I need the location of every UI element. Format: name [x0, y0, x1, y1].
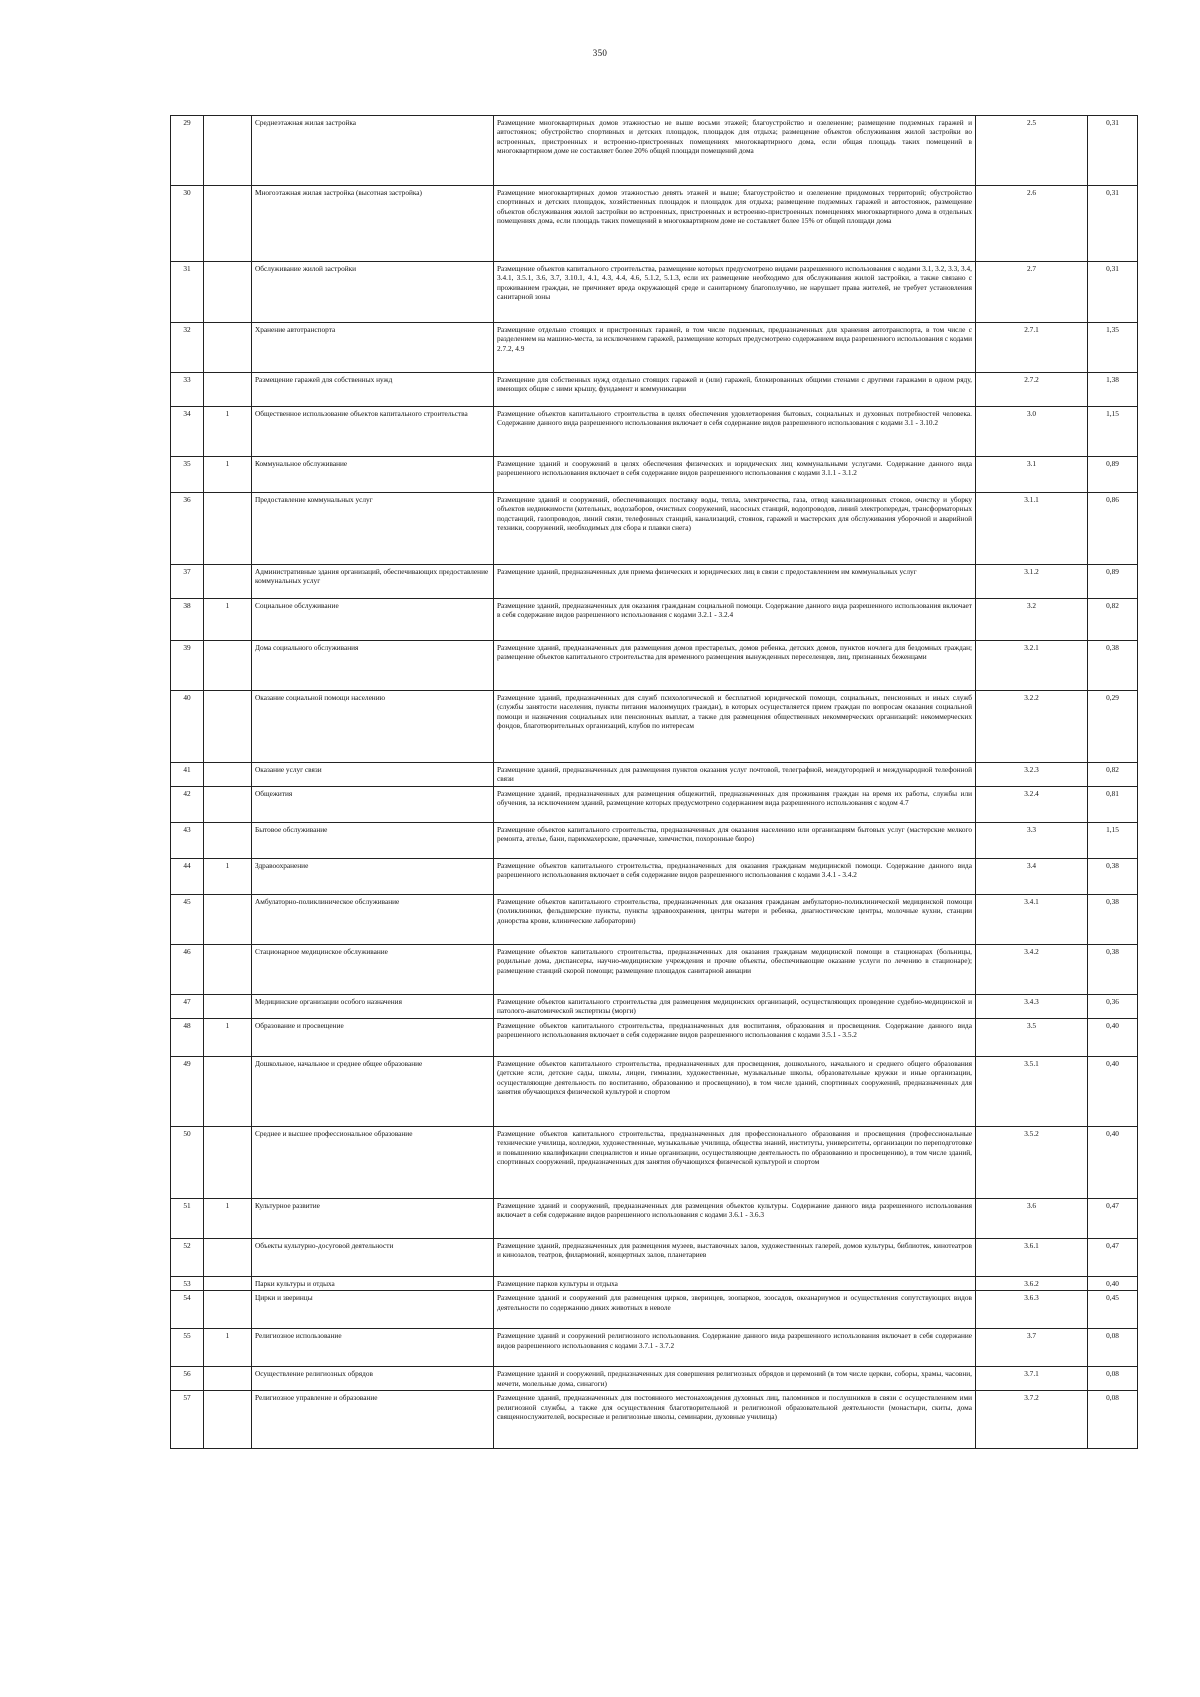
land-use-description: Размещение зданий и сооружений, обеспечивающих поставку воды, тепла, электричества, газа, отвод канализационных стоков, очистку и уборку объектов недвижимости (котельных, водозаборов, очистных сооружений, насосных станций, водопроводов, линий электропередач, трансформаторных подстанций, газопроводов, линий связи, телефонных станций, канализаций, стоянок, гаражей и мастерских для обслуживания уборочной и аварийной техники, сооружений, необходимых для сбора и плавки снега): [494, 493, 976, 565]
table-row: [171, 763, 1138, 787]
row-number: 34: [171, 407, 204, 457]
row-level: [204, 1239, 252, 1277]
coefficient: 0,31: [1088, 116, 1138, 186]
coefficient: 0,40: [1088, 1277, 1138, 1291]
land-use-description: Размещение зданий, предназначенных для постоянного местонахождения духовных лиц, паломников и послушников в связи с осуществлением ими религиозной службы, а также для осуществления благотворительной и религиозной образовательной деятельности (монастыри, скиты, дома священнослужителей, воскресные и религиозные школы, семинарии, духовные училища): [494, 1391, 976, 1449]
row-number: 30: [171, 186, 204, 262]
row-level: 1: [204, 457, 252, 493]
land-use-code: 3.4.1: [976, 895, 1088, 945]
row-number: 42: [171, 787, 204, 823]
land-use-name: Общественное использование объектов капитального строительства: [252, 407, 494, 457]
table-row: [171, 691, 1138, 763]
coefficient: 0,29: [1088, 691, 1138, 763]
land-use-code: 2.6: [976, 186, 1088, 262]
land-use-code: 3.1.2: [976, 565, 1088, 599]
row-level: [204, 1057, 252, 1127]
row-number: 35: [171, 457, 204, 493]
land-use-code: 3.7: [976, 1329, 1088, 1367]
table-row: [171, 373, 1138, 407]
coefficient: 0,81: [1088, 787, 1138, 823]
land-use-name: Обслуживание жилой застройки: [252, 262, 494, 323]
table-row: [171, 186, 1138, 262]
row-number: 51: [171, 1199, 204, 1239]
land-use-name: Оказание социальной помощи населению: [252, 691, 494, 763]
land-use-description: Размещение объектов капитального строительства, предназначенных для оказания гражданам амбулаторно-поликлинической медицинской помощи (поликлиники, фельдшерские пункты, пункты здравоохранения, центры матери и ребенка, диагностические центры, молочные кухни, станции донорства крови, клинические лаборатории): [494, 895, 976, 945]
coefficient: 0,82: [1088, 763, 1138, 787]
row-number: 56: [171, 1367, 204, 1391]
coefficient: 0,36: [1088, 995, 1138, 1019]
row-number: 44: [171, 859, 204, 895]
table-row: [171, 787, 1138, 823]
land-use-name: Административные здания организаций, обеспечивающих предоставление коммунальных услуг: [252, 565, 494, 599]
coefficient: 1,38: [1088, 373, 1138, 407]
row-level: [204, 186, 252, 262]
table-row: [171, 1239, 1138, 1277]
land-use-description: Размещение объектов капитального строительства, размещение которых предусмотрено видами разрешенного использования с кодами 3.1, 3.2, 3.3, 3.4, 3.4.1, 3.5.1, 3.6, 3.7, 3.10.1, 4.1, 4.3, 4.4, 4.6, 5.1.2, 5.1.3, если их размещение необходимо для обслуживания жилой застройки, а также связано с проживанием граждан, не причиняет вреда окружающей среде и санитарному благополучию, не нарушает права жителей, не требует установления санитарной зоны: [494, 262, 976, 323]
land-use-code: 3.4.2: [976, 945, 1088, 995]
land-use-description: Размещение отдельно стоящих и пристроенных гаражей, в том числе подземных, предназначенных для хранения автотранспорта, в том числе с разделением на машино-места, за исключением гаражей, размещение которых предусмотрено содержанием вида разрешенного использования с кодами 2.7.2, 4.9: [494, 323, 976, 373]
land-use-name: Парки культуры и отдыха: [252, 1277, 494, 1291]
land-use-description: Размещение зданий и сооружений, предназначенных для размещения объектов культуры. Содержание данного вида разрешенного использования включает в себя содержание видов разрешенного использования с кодами 3.6.1 - 3.6.3: [494, 1199, 976, 1239]
table-row: [171, 1291, 1138, 1329]
coefficient: 0,47: [1088, 1199, 1138, 1239]
land-use-name: Здравоохранение: [252, 859, 494, 895]
land-use-description: Размещение для собственных нужд отдельно стоящих гаражей и (или) гаражей, блокированных общими стенами с другими гаражами в одном ряду, имеющих общие с ними крышу, фундамент и коммуникации: [494, 373, 976, 407]
row-level: [204, 691, 252, 763]
row-level: [204, 116, 252, 186]
table-body: [171, 116, 1138, 1449]
row-level: [204, 895, 252, 945]
coefficient: 0,86: [1088, 493, 1138, 565]
coefficient: 0,08: [1088, 1329, 1138, 1367]
table-row: [171, 493, 1138, 565]
coefficient: 0,47: [1088, 1239, 1138, 1277]
coefficient: 0,82: [1088, 599, 1138, 641]
row-number: 39: [171, 641, 204, 691]
land-use-name: Цирки и зверинцы: [252, 1291, 494, 1329]
row-number: 53: [171, 1277, 204, 1291]
row-level: 1: [204, 859, 252, 895]
coefficient: 1,15: [1088, 407, 1138, 457]
table-row: [171, 1019, 1138, 1057]
land-use-name: Объекты культурно-досуговой деятельности: [252, 1239, 494, 1277]
row-number: 33: [171, 373, 204, 407]
land-use-code: 3.6: [976, 1199, 1088, 1239]
row-level: [204, 823, 252, 859]
table-row: [171, 116, 1138, 186]
row-number: 46: [171, 945, 204, 995]
land-use-description: Размещение многоквартирных домов этажностью девять этажей и выше; благоустройство и озеленение придомовых территорий; обустройство спортивных и детских площадок, хозяйственных площадок и площадок для отдыха; размещение подземных гаражей и автостоянок, размещение объектов обслуживания жилой застройки во встроенных, пристроенных и встроенно-пристроенных помещениях многоквартирного дома в отдельных помещениях дома, если площадь таких помещений в многоквартирном доме не составляет более 15% от общей площади дома: [494, 186, 976, 262]
land-use-description: Размещение зданий, предназначенных для размещения музеев, выставочных залов, художественных галерей, домов культуры, библиотек, кинотеатров и кинозалов, театров, филармоний, концертных залов, планетариев: [494, 1239, 976, 1277]
land-use-code: 3.6.1: [976, 1239, 1088, 1277]
land-use-description: Размещение зданий и сооружений для размещения цирков, зверинцев, зоопарков, зоосадов, океанариумов и осуществления сопутствующих видов деятельности по содержанию диких животных в неволе: [494, 1291, 976, 1329]
land-use-name: Размещение гаражей для собственных нужд: [252, 373, 494, 407]
coefficient: 0,38: [1088, 895, 1138, 945]
land-use-description: Размещение объектов капитального строительства, предназначенных для воспитания, образования и просвещения. Содержание данного вида разрешенного использования включает в себя содержание видов разрешенного использования с кодами 3.5.1 - 3.5.2: [494, 1019, 976, 1057]
land-use-code: 3.1: [976, 457, 1088, 493]
land-use-description: Размещение многоквартирных домов этажностью не выше восьми этажей; благоустройство и озеленение; размещение подземных гаражей и автостоянок; обустройство спортивных и детских площадок, площадок для отдыха; размещение объектов обслуживания жилой застройки во встроенных, пристроенных и встроенно-пристроенных помещениях многоквартирного дома, если общая площадь таких помещений в многоквартирном доме не составляет более 20% общей площади помещений дома: [494, 116, 976, 186]
coefficient: 1,35: [1088, 323, 1138, 373]
row-level: [204, 1277, 252, 1291]
land-use-code: 3.7.1: [976, 1367, 1088, 1391]
row-number: 54: [171, 1291, 204, 1329]
land-use-name: Многоэтажная жилая застройка (высотная застройка): [252, 186, 494, 262]
row-number: 50: [171, 1127, 204, 1199]
land-use-description: Размещение объектов капитального строительства, предназначенных для оказания гражданам медицинской помощи в стационарах (больницы, родильные дома, диспансеры, научно-медицинские учреждения и прочие объекты, обеспечивающие оказание услуги по лечению в стационаре); размещение станций скорой помощи; размещение площадок санитарной авиации: [494, 945, 976, 995]
land-use-code: 3.5: [976, 1019, 1088, 1057]
table-row: [171, 1391, 1138, 1449]
land-use-code: 3.2.2: [976, 691, 1088, 763]
row-level: [204, 565, 252, 599]
land-use-code: 3.2.3: [976, 763, 1088, 787]
row-level: [204, 262, 252, 323]
table-row: [171, 1277, 1138, 1291]
row-number: 38: [171, 599, 204, 641]
land-use-description: Размещение зданий, предназначенных для оказания гражданам социальной помощи. Содержание данного вида разрешенного использования включает в себя содержание видов разрешенного использования с кодами 3.2.1 - 3.2.4: [494, 599, 976, 641]
land-use-description: Размещение зданий, предназначенных для размещения домов престарелых, домов ребенка, детских домов, пунктов ночлега для бездомных граждан; размещение объектов капитального строительства для временного размещения вынужденных переселенцев, лиц, признанных беженцами: [494, 641, 976, 691]
row-number: 47: [171, 995, 204, 1019]
coefficient: 0,45: [1088, 1291, 1138, 1329]
coefficient: 0,08: [1088, 1367, 1138, 1391]
table-row: [171, 823, 1138, 859]
coefficient: 0,31: [1088, 186, 1138, 262]
row-level: 1: [204, 1329, 252, 1367]
row-number: 43: [171, 823, 204, 859]
row-level: 1: [204, 1199, 252, 1239]
land-use-name: Религиозное управление и образование: [252, 1391, 494, 1449]
table-row: [171, 641, 1138, 691]
table-row: [171, 1367, 1138, 1391]
row-number: 45: [171, 895, 204, 945]
table-row: [171, 1199, 1138, 1239]
row-number: 40: [171, 691, 204, 763]
land-use-code: 3.6.2: [976, 1277, 1088, 1291]
row-number: 57: [171, 1391, 204, 1449]
coefficient: 0,40: [1088, 1019, 1138, 1057]
table-row: [171, 407, 1138, 457]
row-number: 52: [171, 1239, 204, 1277]
land-use-code: 3.6.3: [976, 1291, 1088, 1329]
land-use-name: Оказание услуг связи: [252, 763, 494, 787]
land-use-name: Амбулаторно-поликлиническое обслуживание: [252, 895, 494, 945]
land-use-code: 3.3: [976, 823, 1088, 859]
coefficient: 0,89: [1088, 565, 1138, 599]
land-use-description: Размещение объектов капитального строительства, предназначенных для профессионального образования и просвещения (профессиональные технические училища, колледжи, художественные, музыкальные училища, общества знаний, институты, университеты, организации по переподготовке и повышению квалификации специалистов и иные организации, осуществляющие деятельность по образованию и просвещению), в том числе зданий, спортивных сооружений, предназначенных для занятия обучающихся физической культурой и спортом: [494, 1127, 976, 1199]
coefficient: 0,40: [1088, 1127, 1138, 1199]
land-use-name: Дома социального обслуживания: [252, 641, 494, 691]
table-row: [171, 945, 1138, 995]
land-use-description: Размещение зданий, предназначенных для приема физических и юридических лиц в связи с предоставлением им коммунальных услуг: [494, 565, 976, 599]
land-use-name: Бытовое обслуживание: [252, 823, 494, 859]
table-row: [171, 262, 1138, 323]
row-number: 37: [171, 565, 204, 599]
land-use-name: Медицинские организации особого назначения: [252, 995, 494, 1019]
table-row: [171, 895, 1138, 945]
row-level: 1: [204, 599, 252, 641]
land-use-name: Среднеэтажная жилая застройка: [252, 116, 494, 186]
land-use-description: Размещение объектов капитального строительства для размещения медицинских организаций, осуществляющих проведение судебно-медицинской и патолого-анатомической экспертизы (морги): [494, 995, 976, 1019]
row-level: [204, 493, 252, 565]
land-use-code: 2.5: [976, 116, 1088, 186]
land-use-description: Размещение зданий и сооружений, предназначенных для совершения религиозных обрядов и церемоний (в том числе церкви, соборы, храмы, часовни, мечети, молельные дома, синагоги): [494, 1367, 976, 1391]
table-row: [171, 323, 1138, 373]
coefficient: 0,38: [1088, 641, 1138, 691]
row-level: [204, 373, 252, 407]
coefficient: 0,89: [1088, 457, 1138, 493]
table-row: [171, 995, 1138, 1019]
coefficient: 0,38: [1088, 859, 1138, 895]
land-use-description: Размещение объектов капитального строительства в целях обеспечения удовлетворения бытовых, социальных и духовных потребностей человека. Содержание данного вида разрешенного использования включает в себя содержание видов разрешенного использования с кодами 3.1 - 3.10.2: [494, 407, 976, 457]
land-use-code: 2.7.1: [976, 323, 1088, 373]
row-level: [204, 1127, 252, 1199]
row-level: [204, 323, 252, 373]
land-use-description: Размещение объектов капитального строительства, предназначенных для оказания гражданам медицинской помощи. Содержание данного вида разрешенного использования включает в себя содержание видов разрешенного использования с кодами 3.4.1 - 3.4.2: [494, 859, 976, 895]
land-use-description: Размещение объектов капитального строительства, предназначенных для оказания населению или организациям бытовых услуг (мастерские мелкого ремонта, ателье, бани, парикмахерские, прачечные, химчистки, похоронные бюро): [494, 823, 976, 859]
coefficient: 0,31: [1088, 262, 1138, 323]
land-use-code: 3.5.2: [976, 1127, 1088, 1199]
row-level: [204, 1391, 252, 1449]
land-use-code: 2.7.2: [976, 373, 1088, 407]
land-use-description: Размещение зданий и сооружений религиозного использования. Содержание данного вида разрешенного использования включает в себя содержание видов разрешенного использования с кодами 3.7.1 - 3.7.2: [494, 1329, 976, 1367]
table-row: [171, 599, 1138, 641]
row-level: [204, 763, 252, 787]
coefficient: 0,40: [1088, 1057, 1138, 1127]
land-use-name: Дошкольное, начальное и среднее общее образование: [252, 1057, 494, 1127]
land-use-description: Размещение зданий, предназначенных для служб психологической и бесплатной юридической помощи, социальных, пенсионных и иных служб (службы занятости населения, пункты питания малоимущих граждан), в которых осуществляется прием граждан по вопросам оказания социальной помощи и назначения социальных или пенсионных выплат, а также для размещения общественных некоммерческих организаций: некоммерческих фондов, благотворительных организаций, клубов по интересам: [494, 691, 976, 763]
row-number: 36: [171, 493, 204, 565]
table-row: [171, 565, 1138, 599]
table-row: [171, 1127, 1138, 1199]
row-number: 49: [171, 1057, 204, 1127]
row-level: [204, 1291, 252, 1329]
row-number: 48: [171, 1019, 204, 1057]
row-level: [204, 641, 252, 691]
row-level: [204, 1367, 252, 1391]
table-row: [171, 1057, 1138, 1127]
land-use-code: 3.4.3: [976, 995, 1088, 1019]
land-use-description: Размещение объектов капитального строительства, предназначенных для просвещения, дошкольного, начального и среднего общего образования (детские ясли, детские сады, школы, лицеи, гимназии, художественные, музыкальные школы, образовательные кружки и иные организации, осуществляющие деятельность по воспитанию, образованию и просвещению), в том числе зданий, спортивных сооружений, предназначенных для занятия обучающихся физической культурой и спортом: [494, 1057, 976, 1127]
land-use-code: 3.2: [976, 599, 1088, 641]
coefficient: 0,38: [1088, 945, 1138, 995]
land-use-code: 3.2.4: [976, 787, 1088, 823]
land-use-name: Общежития: [252, 787, 494, 823]
row-level: [204, 787, 252, 823]
row-number: 29: [171, 116, 204, 186]
table-row: [171, 1329, 1138, 1367]
land-use-description: Размещение зданий и сооружений в целях обеспечения физических и юридических лиц коммунальными услугами. Содержание данного вида разрешенного использования включает в себя содержание видов разрешенного использования с кодами 3.1.1 - 3.1.2: [494, 457, 976, 493]
land-use-name: Хранение автотранспорта: [252, 323, 494, 373]
land-use-name: Социальное обслуживание: [252, 599, 494, 641]
land-use-name: Среднее и высшее профессиональное образование: [252, 1127, 494, 1199]
land-use-code: 3.4: [976, 859, 1088, 895]
row-number: 55: [171, 1329, 204, 1367]
row-number: 31: [171, 262, 204, 323]
land-use-description: Размещение зданий, предназначенных для размещения пунктов оказания услуг почтовой, телеграфной, междугородней и международной телефонной связи: [494, 763, 976, 787]
row-level: [204, 995, 252, 1019]
land-use-name: Религиозное использование: [252, 1329, 494, 1367]
land-use-code: 3.7.2: [976, 1391, 1088, 1449]
land-use-code: 3.1.1: [976, 493, 1088, 565]
row-number: 41: [171, 763, 204, 787]
row-level: [204, 945, 252, 995]
land-use-description: Размещение парков культуры и отдыха: [494, 1277, 976, 1291]
row-level: 1: [204, 407, 252, 457]
land-use-code: 3.5.1: [976, 1057, 1088, 1127]
land-use-name: Предоставление коммунальных услуг: [252, 493, 494, 565]
land-use-code: 3.2.1: [976, 641, 1088, 691]
row-number: 32: [171, 323, 204, 373]
land-use-name: Коммунальное обслуживание: [252, 457, 494, 493]
table-row: [171, 457, 1138, 493]
land-use-name: Осуществление религиозных обрядов: [252, 1367, 494, 1391]
land-use-name: Стационарное медицинское обслуживание: [252, 945, 494, 995]
land-use-name: Образование и просвещение: [252, 1019, 494, 1057]
coefficient: 0,08: [1088, 1391, 1138, 1449]
coefficient: 1,15: [1088, 823, 1138, 859]
land-use-code: 3.0: [976, 407, 1088, 457]
land-use-description: Размещение зданий, предназначенных для размещения общежитий, предназначенных для проживания граждан на время их работы, службы или обучения, за исключением зданий, размещение которых предусмотрено содержанием вида разрешенного использования с кодом 4.7: [494, 787, 976, 823]
page-number: 350: [592, 48, 608, 58]
land-use-table: [170, 115, 1138, 1449]
row-level: 1: [204, 1019, 252, 1057]
table-row: [171, 859, 1138, 895]
land-use-name: Культурное развитие: [252, 1199, 494, 1239]
land-use-code: 2.7: [976, 262, 1088, 323]
